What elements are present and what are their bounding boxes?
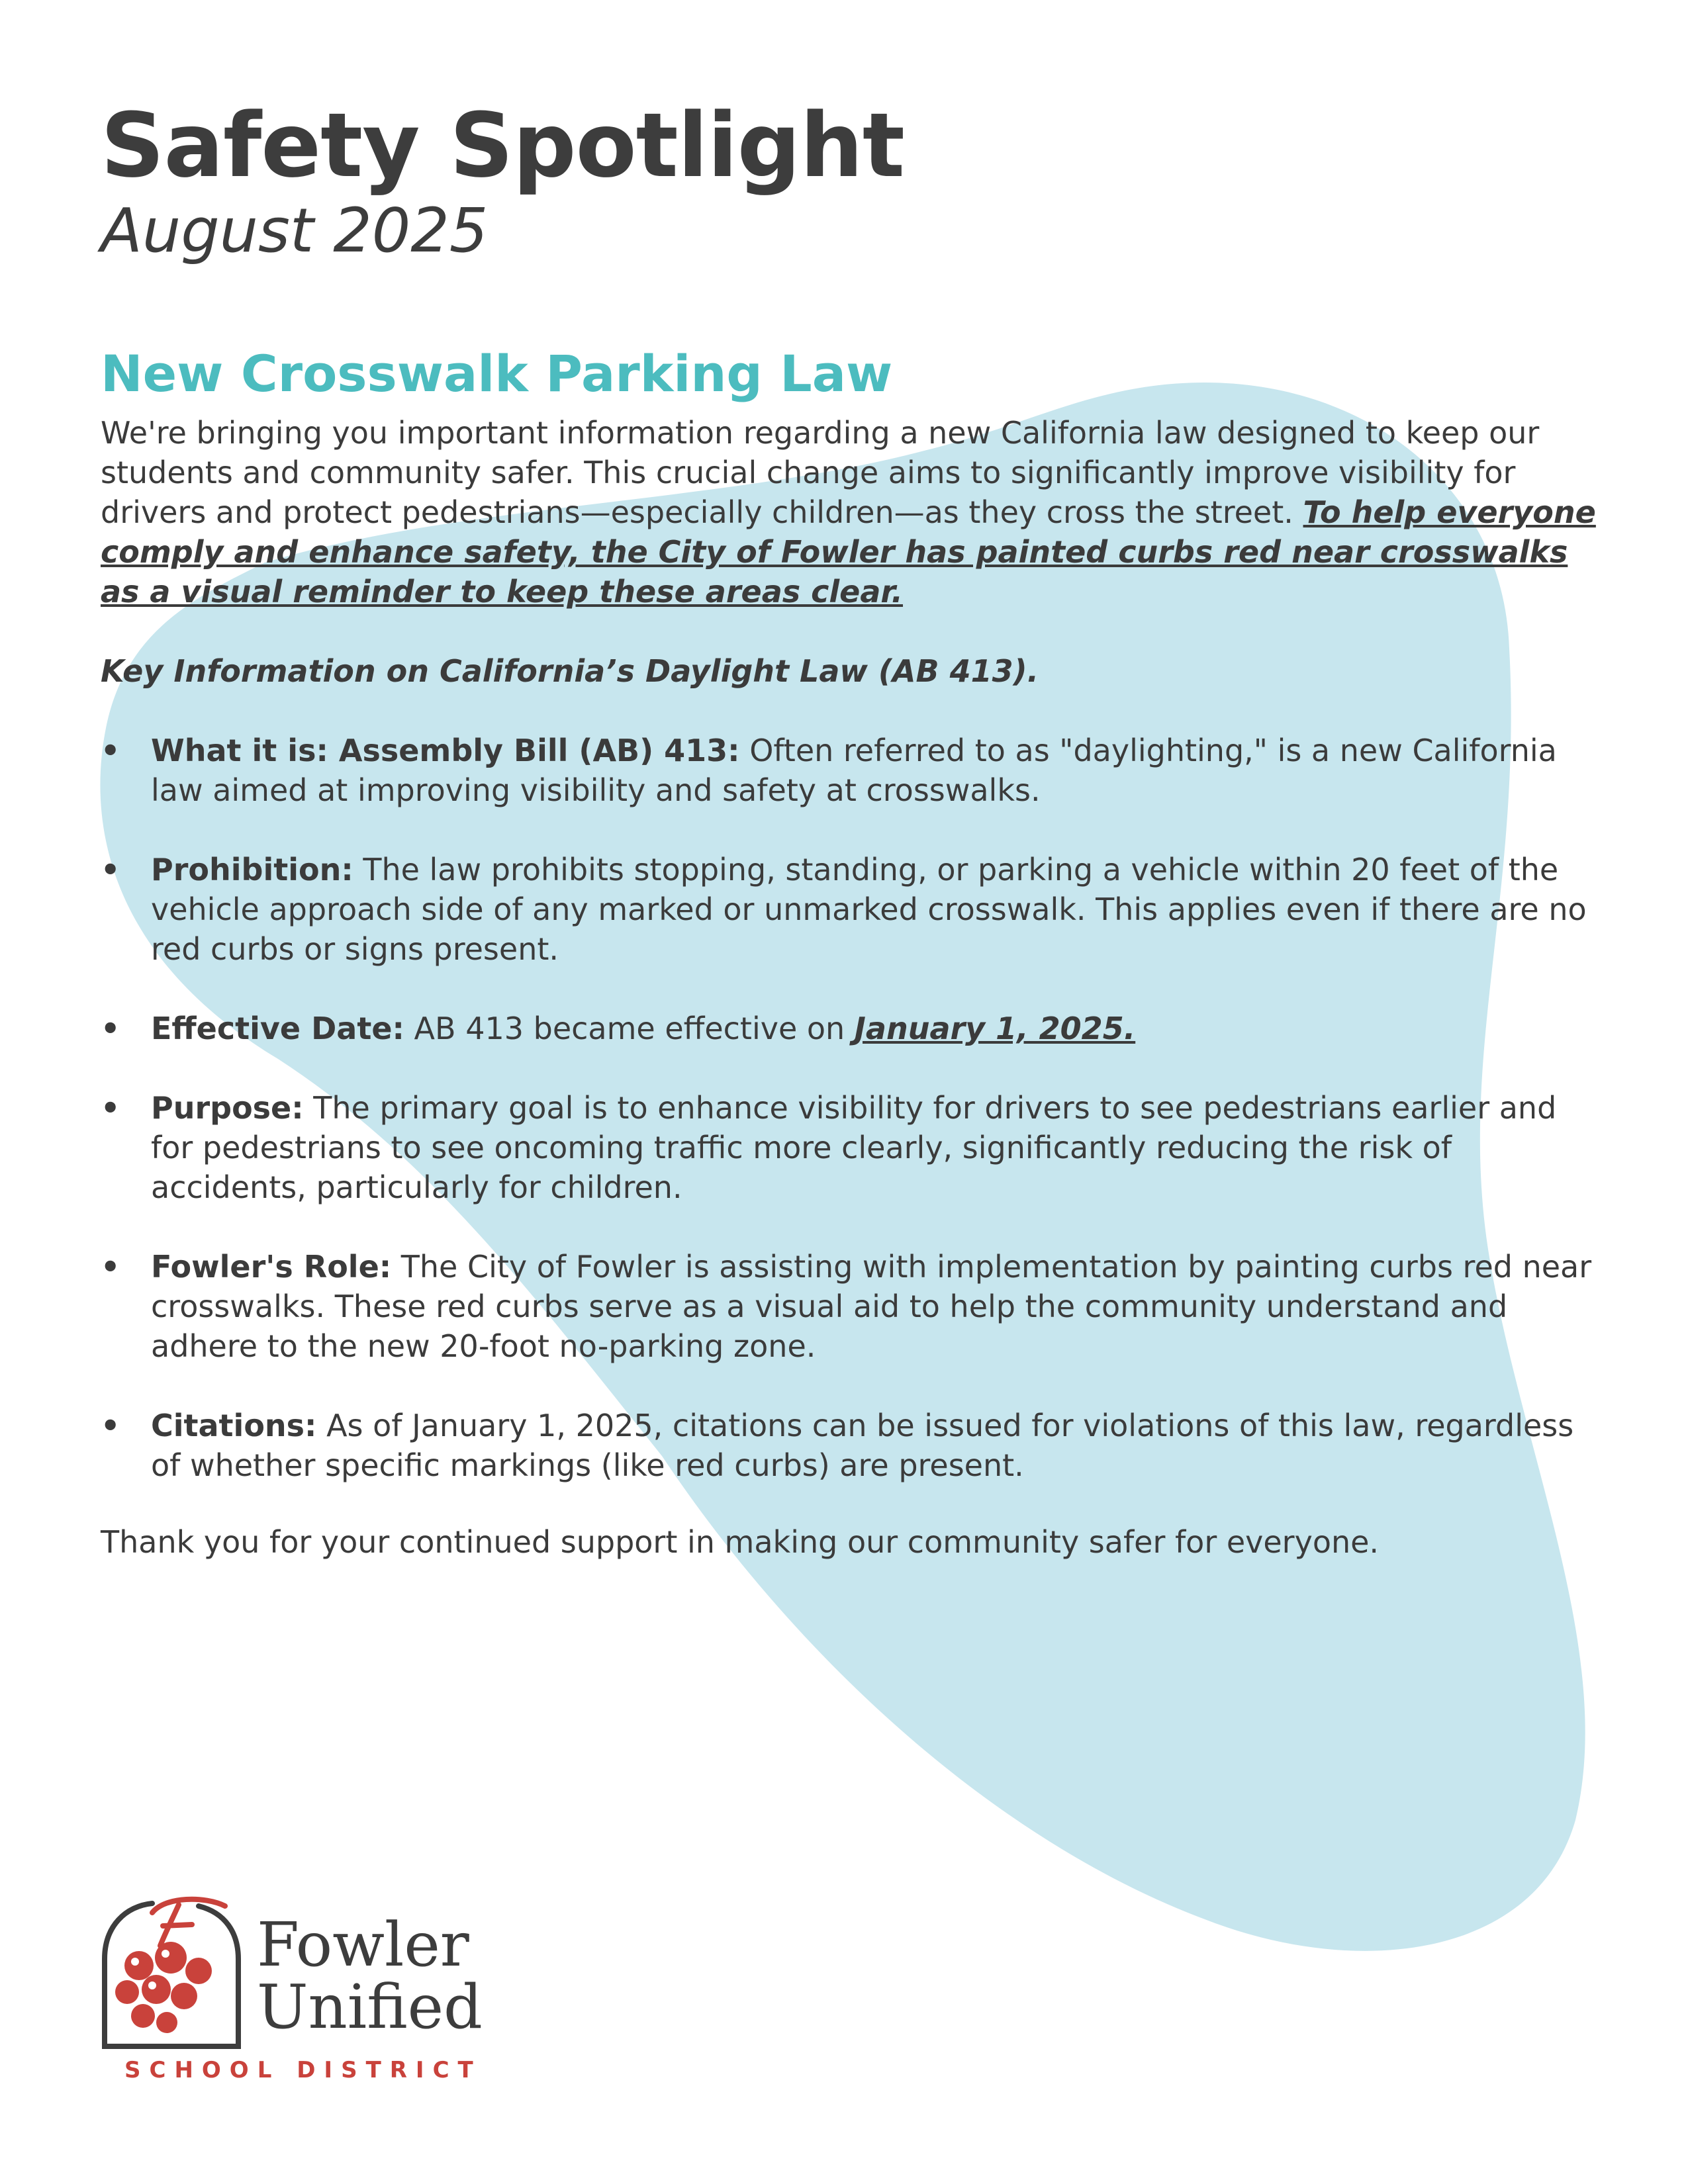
bullet-label: What it is: Assembly Bill (AB) 413: <box>151 733 740 768</box>
bullet-label: Effective Date: <box>151 1011 404 1046</box>
list-item <box>101 1088 1597 1207</box>
bullet-icon: • <box>101 1090 120 1126</box>
effective-date: January 1, 2025. <box>854 1011 1136 1046</box>
bullet-label: Fowler's Role: <box>151 1249 392 1285</box>
logo-name-line1: Fowler <box>257 1909 469 1980</box>
bullet-icon: • <box>101 1408 120 1443</box>
list-item <box>101 1406 1597 1485</box>
key-info-heading: Key Information on California’s Daylight Law (AB 413). <box>101 653 1039 689</box>
closing-text: Thank you for your continued support in making our community safer for everyone. <box>101 1524 1380 1560</box>
bullet-text: AB 413 became effective on <box>404 1011 855 1046</box>
bullet-icon: • <box>101 1011 120 1046</box>
logo-wordmark <box>257 1909 483 2042</box>
bullet-icon: • <box>101 733 120 768</box>
page-title: Safety Spotlight <box>101 94 904 197</box>
bullet-text: The primary goal is to enhance visibility for drivers to see pedestrians earlier and for pedestrians to see oncoming traffic more clearly, significantly reducing the risk of accidents, particularly for children. <box>151 1090 1557 1205</box>
bullet-label: Purpose: <box>151 1090 304 1126</box>
bullet-text: The City of Fowler is assisting with implementation by painting curbs red near crosswalks. These red curbs serve as a visual aid to help the community understand and adhere to the new 20-foot no-parking zone. <box>151 1249 1592 1364</box>
bullet-text: As of January 1, 2025, citations can be issued for violations of this law, regardless of whether specific markings (like red curbs) are present. <box>151 1408 1574 1483</box>
district-logo <box>99 1893 523 2091</box>
intro-text: We're bringing you important information regarding a new California law designed to keep our students and community safer. This crucial change aims to significantly improve visibility for drivers and protect pedestrians—especially children—as they cross the street. <box>101 415 1540 530</box>
bullet-text: The law prohibits stopping, standing, or parking a vehicle within 20 feet of the vehicle approach side of any marked or unmarked crosswalk. This applies even if there are no red curbs or signs present. <box>151 852 1587 967</box>
grapes-icon <box>99 1893 258 2052</box>
list-item <box>101 1247 1597 1366</box>
list-item <box>101 850 1597 969</box>
bullet-list <box>101 731 1597 1485</box>
bullet-icon: • <box>101 1249 120 1285</box>
intro-paragraph <box>101 413 1597 612</box>
list-item <box>101 731 1597 810</box>
section-heading: New Crosswalk Parking Law <box>101 344 893 403</box>
newsletter-content <box>101 93 1597 1562</box>
bullet-text: Often referred to as "daylighting," is a new California law aimed at improving visibility and safety at crosswalks. <box>151 733 1557 808</box>
bullet-label: Prohibition: <box>151 852 353 887</box>
intro-emphasis: To help everyone comply and enhance safety, the City of Fowler has painted curbs red near crosswalks as a visual reminder to keep these areas clear. <box>101 494 1596 610</box>
logo-name-line2: Unified <box>257 1972 483 2042</box>
bullet-label: Citations: <box>151 1408 317 1443</box>
logo-subtitle: SCHOOL DISTRICT <box>124 2057 482 2083</box>
list-item <box>101 1009 1597 1048</box>
page-subtitle: August 2025 <box>101 195 489 266</box>
bullet-icon: • <box>101 852 120 887</box>
